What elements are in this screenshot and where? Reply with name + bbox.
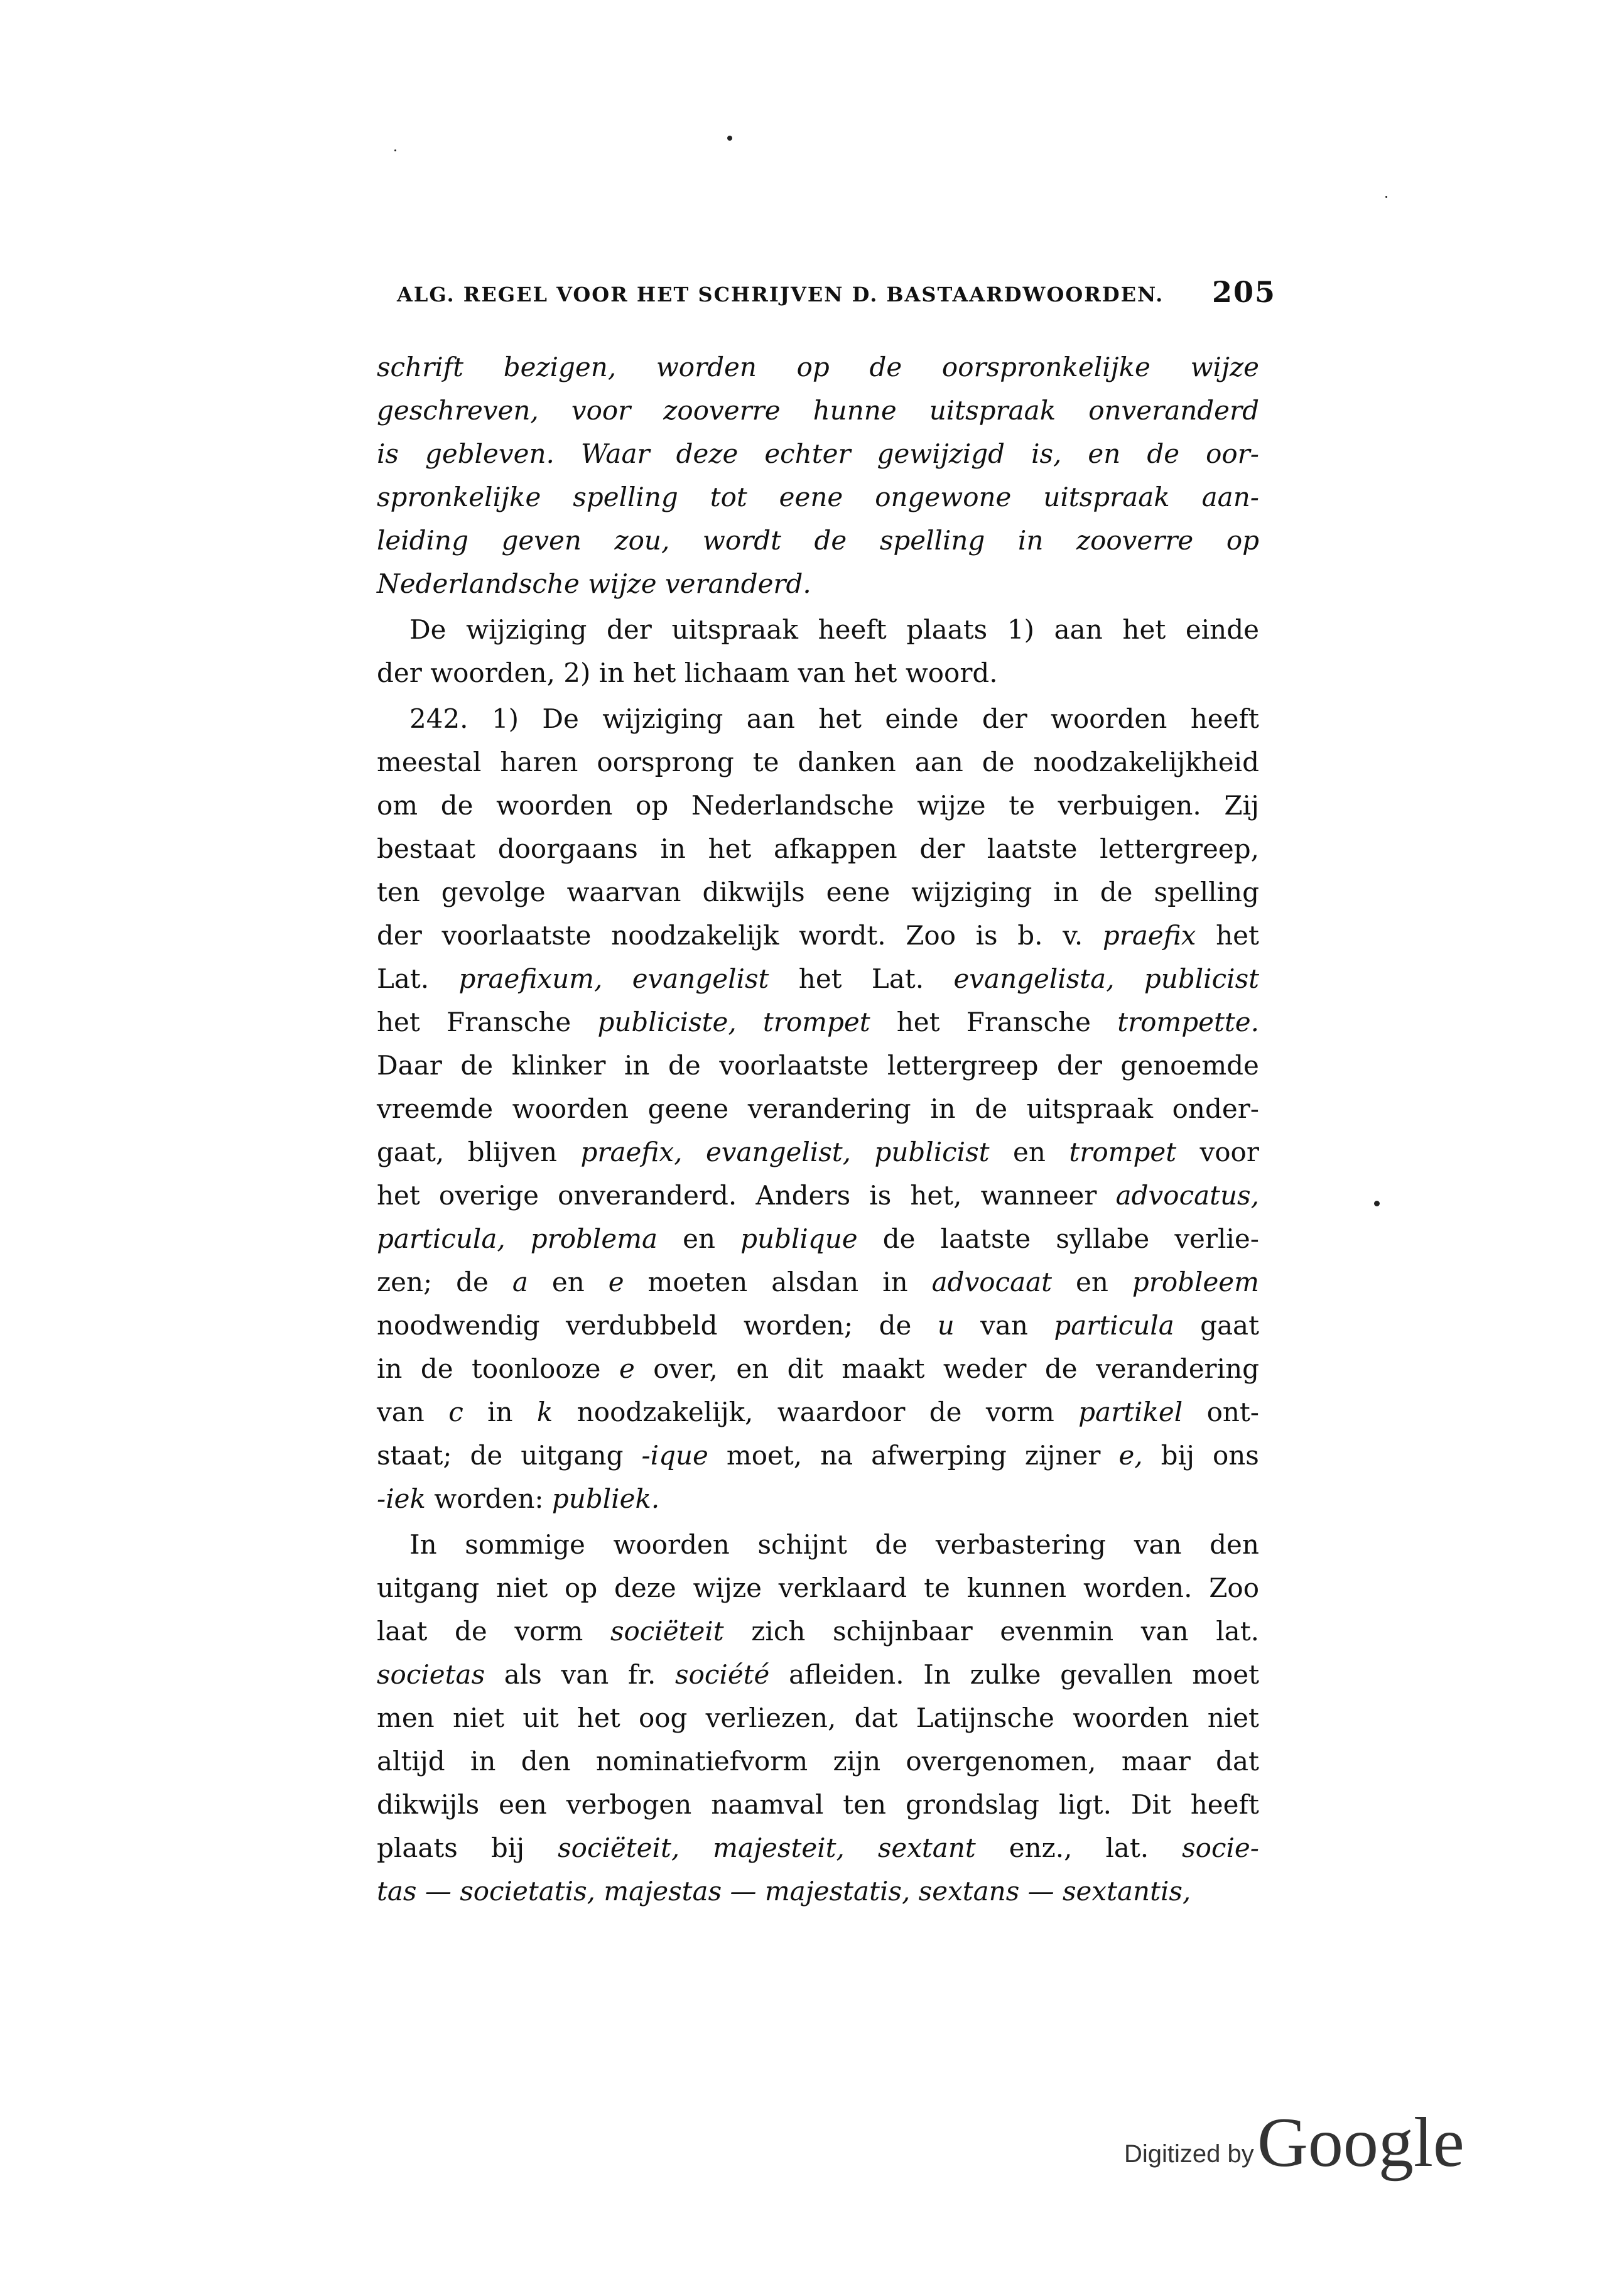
google-logo: Google	[1257, 2104, 1464, 2182]
paragraph-p3	[377, 697, 1259, 1520]
text-line: het Fransche publiciste, trompet het Fransche trompette.	[377, 1007, 1259, 1037]
running-title: ALG. REGEL VOOR HET SCHRIJVEN D. BASTAARDWOORDEN.	[397, 283, 1164, 306]
page-number: 205	[1211, 275, 1276, 309]
text-line: ten gevolge waarvan dikwijls eene wijziging in de spelling	[377, 877, 1259, 907]
text-line: -iek worden: publiek.	[377, 1483, 660, 1514]
text-line: schrift bezigen, worden op de oorspronkelijke wijze	[377, 352, 1259, 382]
paragraph-p1	[377, 345, 1259, 605]
text-line: leiding geven zou, wordt de spelling in zooverre op	[377, 525, 1259, 556]
text-line: geschreven, voor zooverre hunne uitspraak onveranderd	[377, 395, 1259, 426]
text-line: gaat, blijven praefix, evangelist, publicist en trompet voor	[377, 1137, 1259, 1167]
running-header	[397, 275, 1276, 313]
text-line: plaats bij sociëteit, majesteit, sextant enz., lat. socie-	[377, 1832, 1259, 1863]
text-line: noodwendig verdubbeld worden; de u van particula gaat	[377, 1310, 1259, 1341]
text-line: in de toonlooze e over, en dit maakt weder de verandering	[377, 1353, 1259, 1384]
text-line: zen; de a en e moeten alsdan in advocaat en probleem	[377, 1267, 1259, 1297]
text-line: vreemde woorden geene verandering in de uitspraak onder-	[377, 1093, 1259, 1124]
text-line: uitgang niet op deze wijze verklaard te kunnen worden. Zoo	[377, 1572, 1259, 1603]
scan-speck	[394, 149, 396, 151]
text-line: spronkelijke spelling tot eene ongewone uitspraak aan-	[377, 482, 1259, 512]
text-line: der voorlaatste noodzakelijk wordt. Zoo is b. v. praefix het	[377, 920, 1259, 951]
scan-speck	[727, 136, 732, 141]
paragraph-p4	[377, 1523, 1259, 1913]
text-line: het overige onveranderd. Anders is het, wanneer advocatus,	[377, 1180, 1259, 1211]
text-line: is gebleven. Waar deze echter gewijzigd is, en de oor-	[377, 438, 1259, 469]
text-line: men niet uit het oog verliezen, dat Latijnsche woorden niet	[377, 1702, 1259, 1733]
text-line: tas — societatis, majestas — majestatis, sextans — sextantis,	[377, 1876, 1191, 1907]
paragraph-p2	[377, 608, 1259, 695]
text-line: Lat. praefixum, evangelist het Lat. evangelista, publicist	[377, 963, 1259, 994]
scan-speck	[1374, 1201, 1380, 1206]
scan-speck	[1385, 196, 1387, 198]
text-line: In sommige woorden schijnt de verbastering van den	[409, 1529, 1259, 1560]
body-text	[377, 345, 1259, 1913]
text-line: om de woorden op Nederlandsche wijze te verbuigen. Zij	[377, 790, 1259, 821]
text-line: van c in k noodzakelijk, waardoor de vorm partikel ont-	[377, 1397, 1259, 1427]
text-line: societas als van fr. société afleiden. In zulke gevallen moet	[377, 1659, 1259, 1690]
text-line: staat; de uitgang -ique moet, na afwerping zijner e, bij ons	[377, 1440, 1259, 1471]
digitized-label: Digitized by	[1124, 2140, 1254, 2168]
text-line: De wijziging der uitspraak heeft plaats 1) aan het einde	[409, 614, 1259, 645]
text-line: laat de vorm sociëteit zich schijnbaar evenmin van lat.	[377, 1616, 1259, 1647]
text-line: Nederlandsche wijze veranderd.	[377, 568, 811, 599]
text-line: dikwijls een verbogen naamval ten grondslag ligt. Dit heeft	[377, 1789, 1259, 1820]
text-line: Daar de klinker in de voorlaatste lettergreep der genoemde	[377, 1050, 1259, 1081]
text-line: 242. 1) De wijziging aan het einde der woorden heeft	[409, 703, 1259, 734]
text-line: particula, problema en publique de laatste syllabe verlie-	[377, 1223, 1259, 1254]
text-line: der woorden, 2) in het lichaam van het woord.	[377, 657, 998, 688]
text-line: altijd in den nominatiefvorm zijn overgenomen, maar dat	[377, 1746, 1259, 1777]
text-line: meestal haren oorsprong te danken aan de noodzakelijkheid	[377, 747, 1259, 777]
text-line: bestaat doorgaans in het afkappen der laatste lettergreep,	[377, 833, 1259, 864]
digitized-watermark	[1124, 2104, 1476, 2185]
